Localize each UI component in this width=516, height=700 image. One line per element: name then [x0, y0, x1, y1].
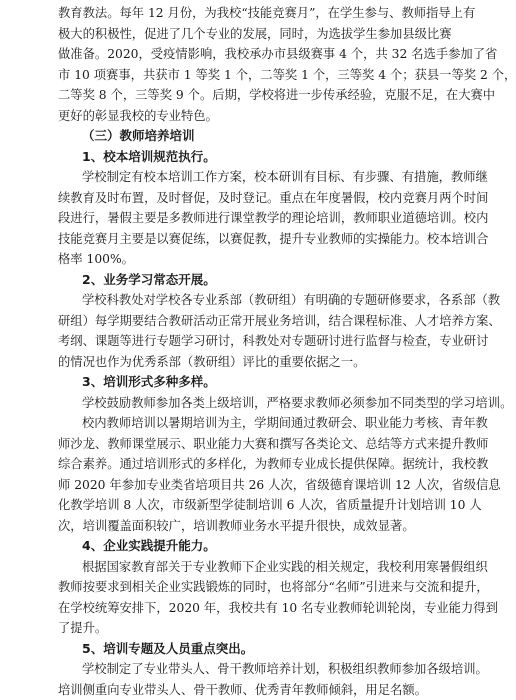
- paragraph-line: 格率 100%。: [58, 249, 451, 270]
- paragraph-line: 根据国家教育部关于专业教师下企业实践的相关规定，我校利用寒暑假组织: [58, 557, 451, 578]
- paragraph-line: 了提升。: [58, 618, 451, 639]
- paragraph-line: 综合素养。通过培训形式的多样化，为教师专业成长提供保障。据统计，我校教: [58, 454, 451, 475]
- item-2: [58, 270, 451, 373]
- paragraph-line: 学校鼓励教师参加各类上级培训，严格要求教师必须参加不同类型的学习培训。: [58, 393, 451, 414]
- item-heading: 4、企业实践提升能力。: [58, 536, 451, 557]
- item-5: [58, 639, 451, 700]
- paragraph-line: 培训侧重向专业带头人、骨干教师、优秀青年教师倾斜，用足名额。: [58, 680, 451, 700]
- paragraph-line: 续教育及时布置，及时督促，及时登记。重点在年度暑假，校内竞赛月两个时间: [58, 188, 451, 209]
- paragraph-line: 学校制定了专业带头人、骨干教师培养计划，积极组织教师参加各级培训。: [58, 659, 451, 680]
- paragraph-line: 段进行，暑假主要是多教师进行课堂教学的理论培训，教师职业道德培训。校内: [58, 208, 451, 229]
- item-3: [58, 372, 451, 536]
- paragraph-line: 师沙龙、教师课堂展示、职业能力大赛和撰写各类论文、总结等方式来提升教师: [58, 434, 451, 455]
- item-heading: 1、校本培训规范执行。: [58, 147, 451, 168]
- item-heading: 5、培训专题及人员重点突出。: [58, 639, 451, 660]
- section-title: （三）教师培养培训: [58, 126, 451, 147]
- intro-paragraph: [58, 3, 451, 126]
- item-heading: 2、业务学习常态开展。: [58, 270, 451, 291]
- paragraph-line: 研组）每学期要结合教研活动正常开展业务培训，结合课程标准、人才培养方案、: [58, 311, 451, 332]
- paragraph-line: 技能竞赛月主要是以赛促练，以赛促教，提升专业教师的实操能力。校本培训合: [58, 229, 451, 250]
- paragraph-line: 市 10 项赛事，共获市 1 等奖 1 个，二等奖 1 个，三等奖 4 个；获县一等奖 2 个，: [58, 65, 451, 86]
- paragraph-line: 校内教师培训以暑期培训为主，学期间通过教研会、职业能力考核、青年教: [58, 413, 451, 434]
- paragraph-line: 考纲、课题等进行专题学习研讨，科教处对专题研讨进行监督与检查，专业研讨: [58, 331, 451, 352]
- paragraph-line: 教师按要求到相关企业实践锻炼的同时，也将部分“名师”引进来与交流和提升，: [58, 577, 451, 598]
- item-1: [58, 147, 451, 270]
- item-4: [58, 536, 451, 639]
- paragraph-line: 更好的彰显我校的专业特色。: [58, 106, 451, 127]
- item-heading: 3、培训形式多种多样。: [58, 372, 451, 393]
- paragraph-line: 次，培训覆盖面积较广，培训教师业务水平提升很快，成效显著。: [58, 516, 451, 537]
- paragraph-line: 学校科教处对学校各专业系部（教研组）有明确的专题研修要求，各系部（教: [58, 290, 451, 311]
- paragraph-line: 做准备。2020，受疫情影响，我校承办市县级赛事 4 个，共 32 名选手参加了省: [58, 44, 451, 65]
- paragraph-line: 在学校统筹安排下，2020 年，我校共有 10 名专业教师轮训轮岗，专业能力得到: [58, 598, 451, 619]
- paragraph-line: 极大的积极性，促进了几个专业的发展，同时，为选拔学生参加县级比赛: [58, 24, 451, 45]
- paragraph-line: 师 2020 年参加专业类省培项目共 26 人次，省级德育课培训 12 人次，省级信息: [58, 475, 451, 496]
- paragraph-line: 教育教法。每年 12 月份，为我校“技能竞赛月”，在学生参与、教师指导上有: [58, 3, 451, 24]
- paragraph-line: 二等奖 8 个，三等奖 9 个。后期，学校将进一步传承经验，克服不足，在大赛中: [58, 85, 451, 106]
- paragraph-line: 化教学培训 8 人次，市级新型学徒制培训 6 人次，省质量提升计划培训 10 人: [58, 495, 451, 516]
- paragraph-line: 的情况也作为优秀系部（教研组）评比的重要依据之一。: [58, 352, 451, 373]
- paragraph-line: 学校制定有校本培训工作方案，校本研训有目标、有步骤、有措施，教师继: [58, 167, 451, 188]
